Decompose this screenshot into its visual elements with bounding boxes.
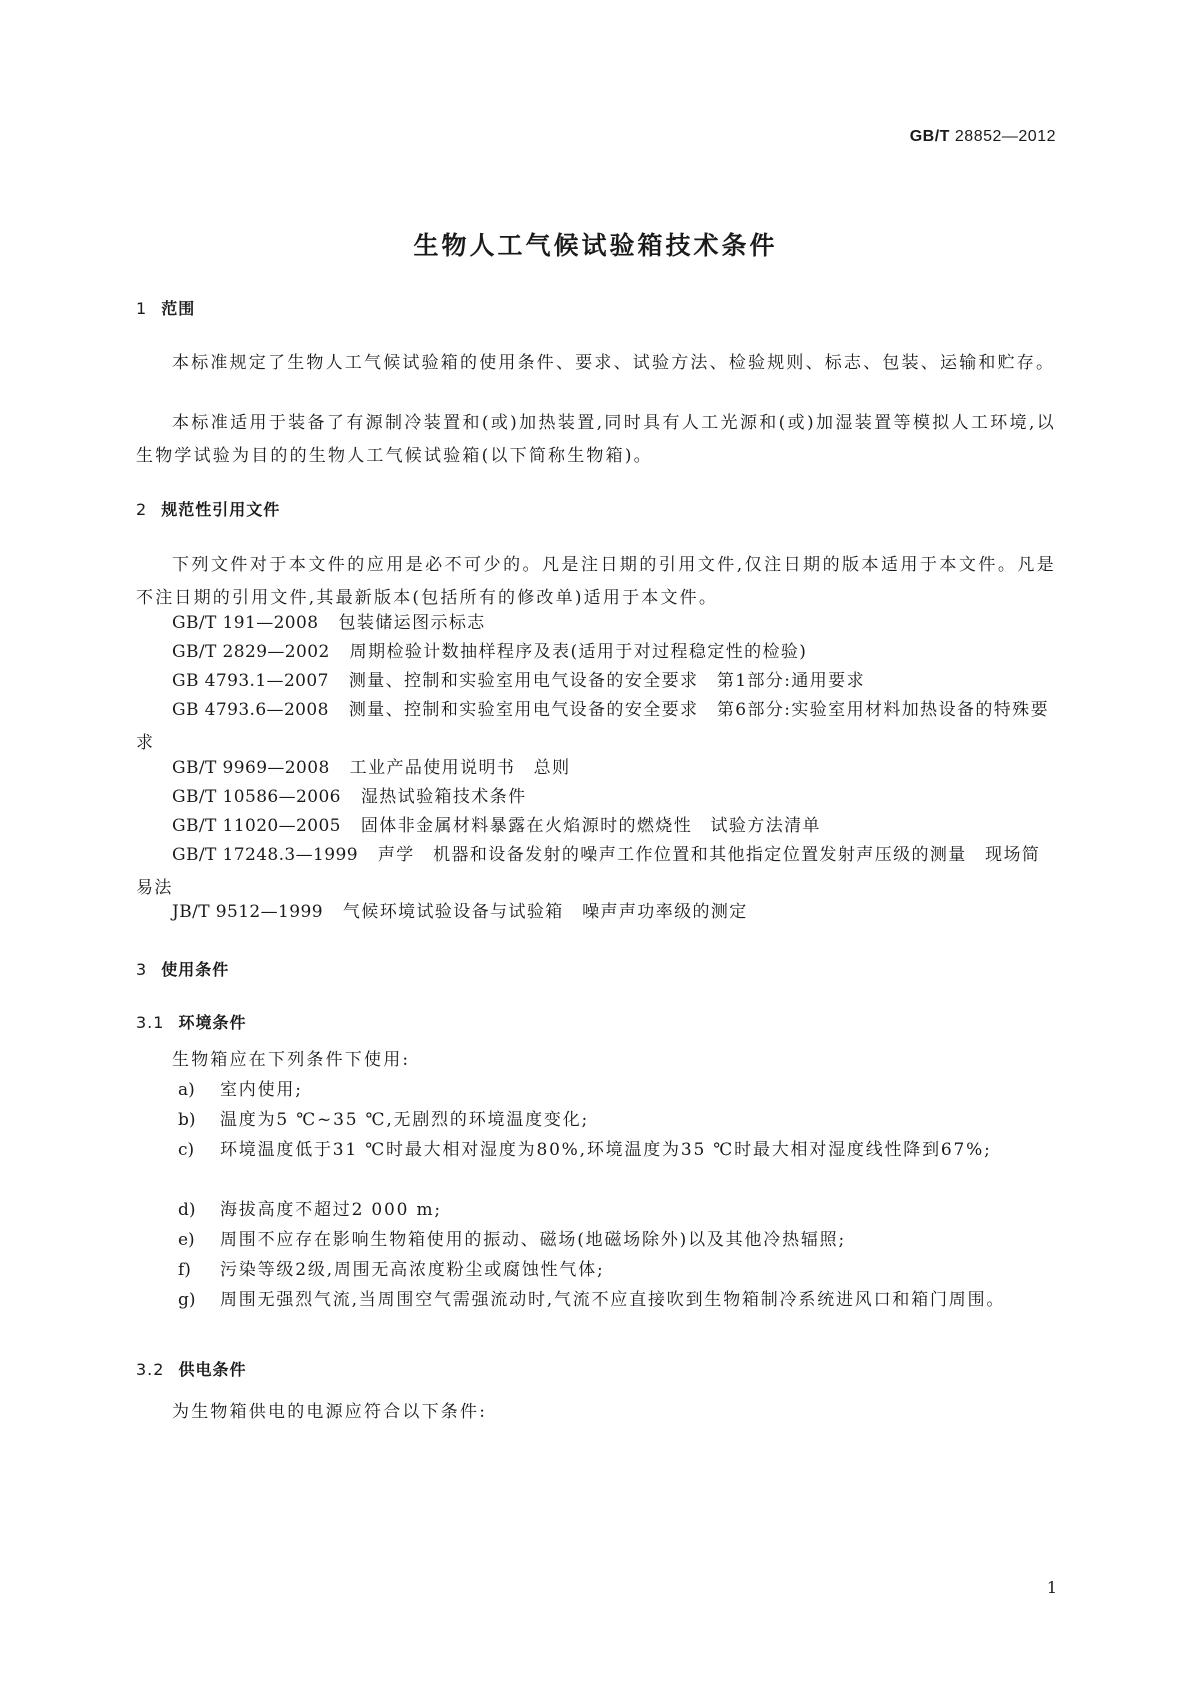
section-number: 3.1 xyxy=(136,1013,165,1032)
reference-code: GB/T 9969—2008 xyxy=(172,758,330,778)
section-title: 使用条件 xyxy=(161,960,230,979)
list-text: 污染等级2级,周围无高浓度粉尘或腐蚀性气体; xyxy=(220,1260,605,1280)
section-2-paragraph-1: 下列文件对于本文件的应用是必不可少的。凡是注日期的引用文件,仅注日期的版本适用于本文件。凡是不注日期的引用文件,其最新版本(包括所有的修改单)适用于本文件。 xyxy=(136,555,1056,608)
section-number: 1 xyxy=(136,299,148,318)
list-marker: e) xyxy=(178,1230,195,1250)
section-1-heading xyxy=(136,296,195,319)
list-marker: b) xyxy=(178,1110,196,1130)
reference-code: GB 4793.6—2008 xyxy=(172,700,329,720)
reference-code: GB 4793.1—2007 xyxy=(172,671,329,691)
section-3-1-heading xyxy=(136,1010,246,1033)
list-text: 周围无强烈气流,当周围空气需强流动时,气流不应直接吹到生物箱制冷系统进风口和箱门周围。 xyxy=(220,1290,1006,1310)
list-marker: g) xyxy=(178,1290,196,1310)
standard-code-number: 28852—2012 xyxy=(954,128,1056,145)
document-title: 生物人工气候试验箱技术条件 xyxy=(413,231,778,260)
section-title: 规范性引用文件 xyxy=(161,500,281,519)
reference-item xyxy=(136,694,1056,760)
reference-title: 周期检验计数抽样程序及表(适用于对过程稳定性的检验) xyxy=(349,642,808,662)
reference-code: GB/T 191—2008 xyxy=(172,613,319,633)
list-text: 环境温度低于31 ℃时最大相对湿度为80%,环境温度为35 ℃时最大相对湿度线性降到67%; xyxy=(220,1140,992,1160)
section-1-paragraph-2: 本标准适用于装备了有源制冷装置和(或)加热装置,同时具有人工光源和(或)加湿装置等模拟人工环境,以生物学试验为目的的生物人工气候试验箱(以下简称生物箱)。 xyxy=(136,413,1056,466)
section-title: 环境条件 xyxy=(178,1013,247,1032)
reference-title: 包装储运图示标志 xyxy=(338,613,486,633)
list-text: 海拔高度不超过2 000 m; xyxy=(220,1200,442,1220)
section-3-heading xyxy=(136,957,229,980)
list-item xyxy=(136,1194,1056,1227)
section-2-heading xyxy=(136,497,280,520)
reference-title: 湿热试验箱技术条件 xyxy=(360,787,527,807)
list-text: 周围不应存在影响生物箱使用的振动、磁场(地磁场除外)以及其他冷热辐照; xyxy=(220,1230,846,1250)
list-item xyxy=(136,1104,1056,1137)
reference-code: GB/T 10586—2006 xyxy=(172,787,341,807)
reference-code: GB/T 11020—2005 xyxy=(172,816,341,836)
reference-title: 测量、控制和实验室用电气设备的安全要求 第6部分:实验室用材料加热设备的特殊要求 xyxy=(136,700,1049,753)
standard-code-prefix: GB/T xyxy=(909,128,950,145)
section-number: 2 xyxy=(136,500,148,519)
list-item xyxy=(136,1224,1056,1257)
list-text: 室内使用; xyxy=(220,1080,303,1100)
list-marker: d) xyxy=(178,1200,196,1220)
reference-code: GB/T 2829—2002 xyxy=(172,642,330,662)
section-3-2-heading xyxy=(136,1357,246,1380)
section-3-2-intro: 为生物箱供电的电源应符合以下条件: xyxy=(172,1402,488,1422)
page-number: 1 xyxy=(1046,1578,1057,1597)
section-title: 供电条件 xyxy=(178,1360,247,1379)
section-number: 3 xyxy=(136,960,148,979)
list-marker: c) xyxy=(178,1140,195,1160)
section-title: 范围 xyxy=(161,299,196,318)
list-item xyxy=(136,1134,1056,1167)
list-marker: f) xyxy=(178,1260,191,1280)
list-item xyxy=(136,1074,1056,1107)
section-number: 3.2 xyxy=(136,1360,165,1379)
section-1-paragraph-1: 本标准规定了生物人工气候试验箱的使用条件、要求、试验方法、检验规则、标志、包装、运输和贮存。 xyxy=(172,353,1056,373)
reference-code: JB/T 9512—1999 xyxy=(172,902,323,922)
reference-title: 测量、控制和实验室用电气设备的安全要求 第1部分:通用要求 xyxy=(348,671,865,691)
list-text: 温度为5 ℃~35 ℃,无剧烈的环境温度变化; xyxy=(220,1110,590,1130)
reference-title: 气候环境试验设备与试验箱 噪声声功率级的测定 xyxy=(342,902,748,922)
reference-item xyxy=(136,896,1056,929)
reference-title: 声学 机器和设备发射的噪声工作位置和其他指定位置发射声压级的测量 现场简易法 xyxy=(136,845,1041,898)
reference-title: 固体非金属材料暴露在火焰源时的燃烧性 试验方法清单 xyxy=(360,816,821,836)
standard-code xyxy=(910,128,1056,146)
list-marker: a) xyxy=(178,1080,195,1100)
section-3-1-intro: 生物箱应在下列条件下使用: xyxy=(172,1050,411,1070)
reference-title: 工业产品使用说明书 总则 xyxy=(349,758,571,778)
list-item xyxy=(136,1284,1056,1317)
list-item xyxy=(136,1254,1056,1287)
reference-code: GB/T 17248.3—1999 xyxy=(172,845,358,865)
